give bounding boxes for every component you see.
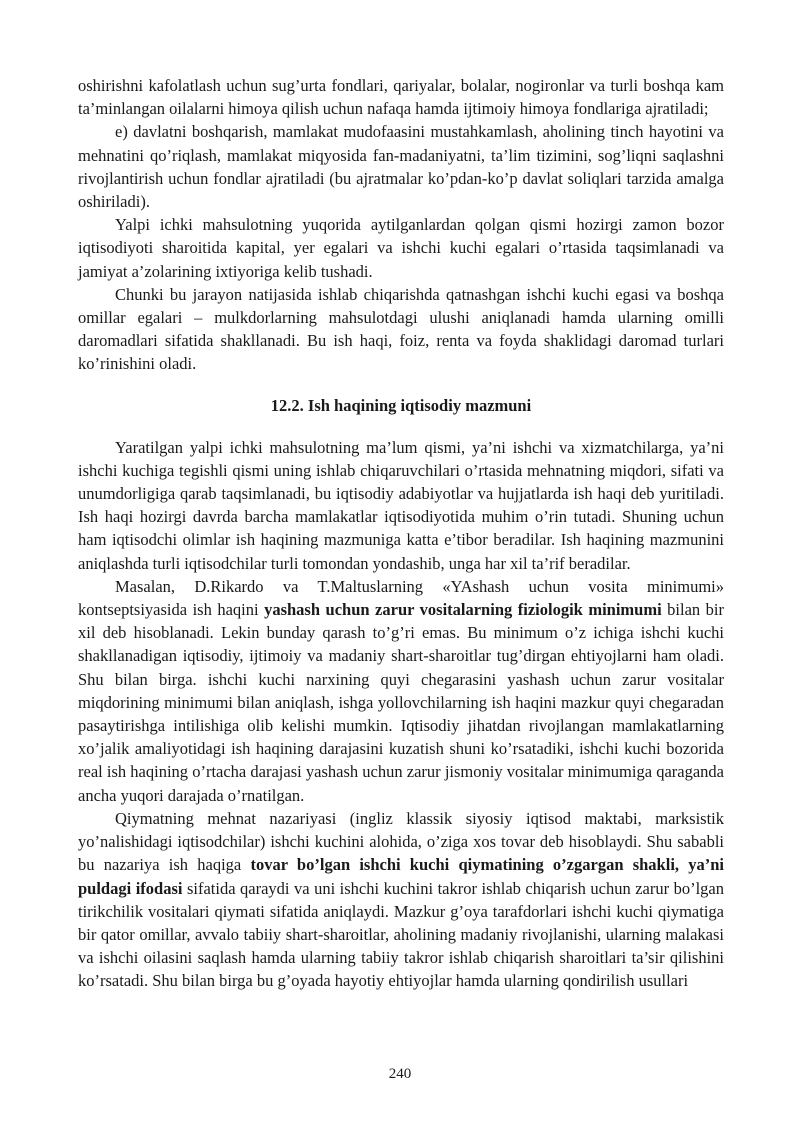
bold-term: tovar bo’lgan ishchi kuchi qiymatining o’zgargan shakli, ya’ni puldagi ifodasi — [78, 855, 724, 898]
paragraph-wage-definition: Yaratilgan yalpi ichki mahsulotning ma’lum qismi, ya’ni ishchi va xizmatchilarga, ya’ni ishchi kuchiga tegishli qismi uning ishlab chiqaruvchilari o’rtasida mehnatning miqdori, sifati va unumdorligiga qarab taqsimlanadi, bu iqtisodiy adabiyotlar va hujjatlarda ish haqi deb yuritiladi. Ish haqi hozirgi davrda barcha mamlakatlar iqtisodiyotida muhim o’rin tutadi. Shuning uchun ham iqtisodchi olimlar ish haqining mazmuniga katta e’tibor beradilar. Ish haqining mazmunini aniqlashda turli iqtisodchilar turli tomondan yondashib, unga har xil ta’rif beradilar. — [78, 437, 724, 573]
section-heading: 12.2. Ish haqining iqtisodiy mazmuni — [270, 395, 532, 415]
text-run: Qiymatning mehnat nazariyasi (ingliz klassik siyosiy iqtisod maktabi, marksistik yo’nalishidagi iqtisodchilar) ishchi kuchini alohida, o’ziga xos tovar deb hisoblaydi. Shu sababli bu nazariya ish haqiga — [78, 808, 724, 875]
text-run: sifatida qaraydi va uni ishchi kuchini takror ishlab chiqarish uchun zarur bo’lgan tirikchilik vositalari qiymati sifatida aniqlaydi. Mazkur g’oya tarafdorlari ishchi kuchi qiymatiga bir qator omillar, avvalo tabiiy shart-sharoitlar, aholining madaniy rivojlanishi, ularning malakasi va ishchi oilasini saqlash hamda ularning tabiiy takror ishlab chiqarish sharoitlari ta’sir qilishini ko’rsatadi. Shu bilan birga bu g’oyada hayotiy ehtiyojlar hamda ularning qondirilish usullari — [78, 878, 724, 991]
text-run: bilan bir xil deb hisoblanadi. Lekin bunday qarash to’g’ri emas. Bu minimum o’z ichiga ishchi kuchi shakllanadigan iqtisodiy, ijtimoiy va madaniy shart-sharoitlar tug’dirgan ehtiyojlarni ham oladi. Shu bilan birga. ishchi kuchi narxining quyi chegarasini yashash uchun zarur vositalar miqdorining minimumi bilan aniqlash, ishga yollovchilarning ish haqini mazkur quyi chegaradan pasaytirishga intilishiga olib kelishi mumkin. Iqtisodiy jihatdan rivojlangan mamlakatlarning xo’jalik amaliyotidagi ish haqining darajasini kuzatish shuni ko’rsatadiki, ishchi kuchi bozorida real ish haqining o’rtacha darajasi yashash uchun zarur jismoniy vositalar minimumiga qaraganda ancha yuqori darajada o’rnatilgan. — [78, 600, 724, 805]
bold-term: yashash uchun zarur vositalarning fiziologik minimumi — [264, 600, 662, 620]
paragraph-continuation: oshirishni kafolatlash uchun sug’urta fondlari, qariyalar, bolalar, nogironlar va turli boshqa kam ta’minlangan oilalarni himoya qilish uchun nafaqa hamda ijtimoiy himoya fondlariga ajratiladi; — [78, 76, 724, 119]
paragraph-e: e) davlatni boshqarish, mamlakat mudofaasini mustahkamlash, aholining tinch hayotini va mehnatini qo’riqlash, mamlakat miqyosida fan-madaniyatni, ta’lim tizimini, sog’liqni saqlashni rivojlantirish uchun fondlar ajratiladi (bu ajratmalar ko’pdan-ko’p davlat soliqlari tarzida amalga oshiriladi). — [78, 122, 724, 212]
paragraph-labor-theory — [78, 807, 724, 993]
paragraph-gdp-remainder: Yalpi ichki mahsulotning yuqorida aytilganlardan qolgan qismi hozirgi zamon bozor iqtisodiyoti sharoitida kapital, yer egalari va ishchi kuchi egalari o’rtasida taqsimlanadi va jamiyat a’zolarining ixtiyoriga kelib tushadi. — [78, 215, 724, 281]
page-number: 240 — [388, 1066, 412, 1082]
document-page — [78, 74, 724, 993]
paragraph-ricardo-malthus — [78, 575, 724, 807]
paragraph-income-types: Chunki bu jarayon natijasida ishlab chiqarishda qatnashgan ishchi kuchi egasi va boshqa omillar egalari – mulkdorlarning mahsulotdagi ulushi aniqlanadi hamda ularning omilli daromadlari sifatida shakllanadi. Bu ish haqi, foiz, renta va foyda shaklidagi daromad turlari ko’rinishini oladi. — [78, 284, 724, 374]
text-run: Masalan, D.Rikardo va T.Maltuslarning «YAshash uchun vosita minimumi» kontseptsiyasida ish haqini — [78, 576, 724, 620]
